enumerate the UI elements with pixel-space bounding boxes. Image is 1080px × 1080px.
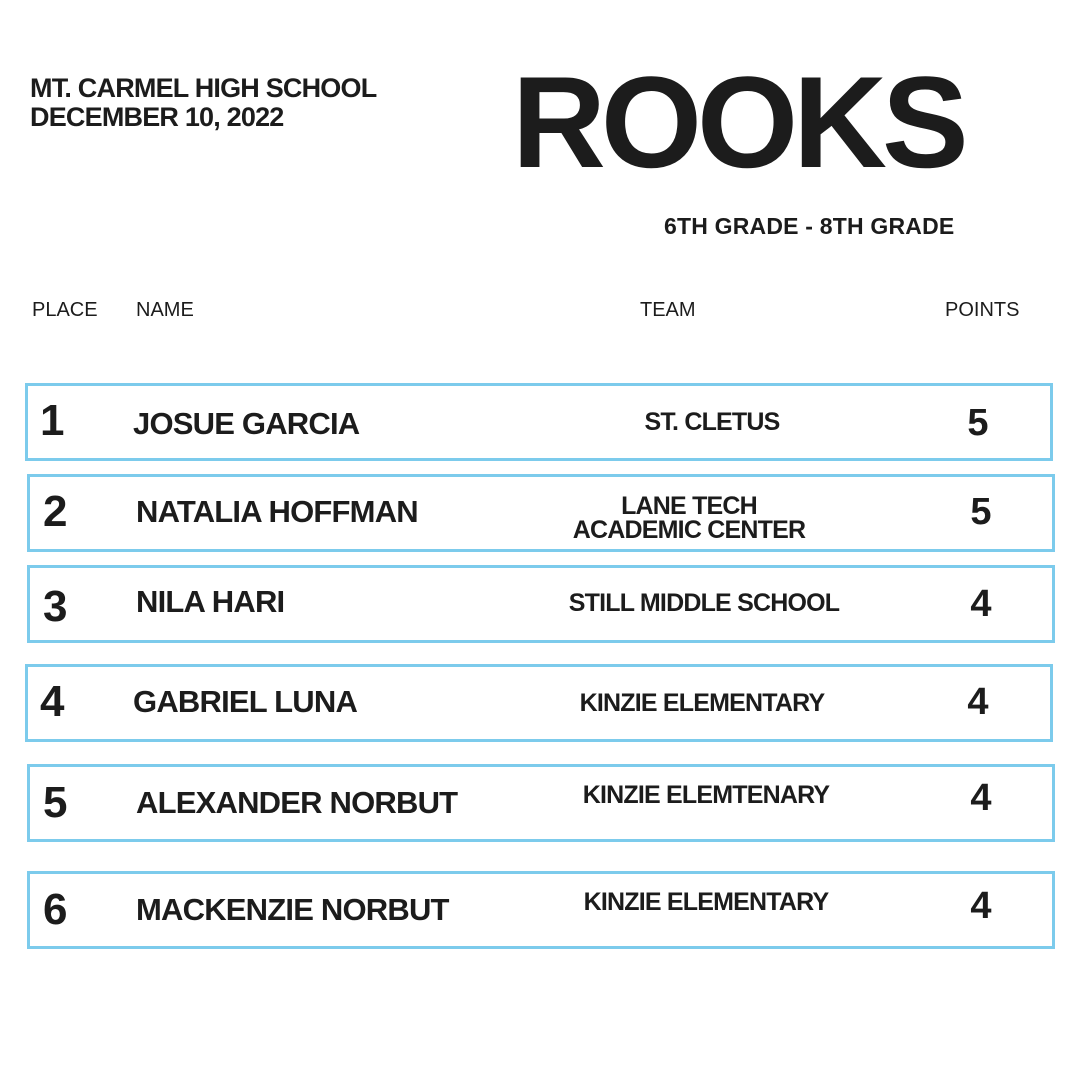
athlete-name: JOSUE GARCIA bbox=[133, 406, 360, 441]
points-value: 4 bbox=[970, 885, 992, 927]
school-name: MT. CARMEL HIGH SCHOOL bbox=[30, 73, 377, 103]
grade-range: 6TH GRADE - 8TH GRADE bbox=[664, 213, 955, 239]
team-name: KINZIE ELEMENTARY bbox=[579, 689, 825, 717]
team-name: ST. CLETUS bbox=[644, 408, 780, 436]
result-row-2 bbox=[27, 474, 1055, 552]
points-value: 4 bbox=[970, 583, 992, 625]
team-name: LANE TECH ACADEMIC CENTER bbox=[572, 492, 806, 544]
column-header-name: NAME bbox=[136, 299, 194, 321]
place-number: 1 bbox=[40, 396, 65, 445]
column-header-points: POINTS bbox=[945, 299, 1020, 321]
athlete-name: NATALIA HOFFMAN bbox=[136, 494, 418, 529]
event-date: DECEMBER 10, 2022 bbox=[30, 102, 284, 132]
athlete-name: MACKENZIE NORBUT bbox=[136, 892, 449, 927]
column-header-team: TEAM bbox=[640, 299, 696, 321]
team-name: KINZIE ELEMTENARY bbox=[582, 781, 830, 809]
result-row-3 bbox=[27, 565, 1055, 643]
team-name: STILL MIDDLE SCHOOL bbox=[568, 589, 840, 617]
event-info bbox=[30, 74, 376, 132]
place-number: 4 bbox=[40, 677, 65, 726]
points-value: 5 bbox=[970, 491, 992, 533]
athlete-name: ALEXANDER NORBUT bbox=[136, 785, 458, 820]
result-row-4 bbox=[25, 664, 1053, 742]
athlete-name: NILA HARI bbox=[136, 584, 285, 619]
points-value: 4 bbox=[967, 681, 989, 723]
result-row-1 bbox=[25, 383, 1053, 461]
place-number: 3 bbox=[43, 582, 68, 631]
place-number: 6 bbox=[43, 885, 68, 934]
result-row-6 bbox=[27, 871, 1055, 949]
result-row-5 bbox=[27, 764, 1055, 842]
place-number: 5 bbox=[43, 778, 68, 827]
athlete-name: GABRIEL LUNA bbox=[133, 684, 358, 719]
place-number: 2 bbox=[43, 487, 68, 536]
page-title: ROOKS bbox=[512, 49, 964, 195]
points-value: 5 bbox=[967, 402, 989, 444]
column-header-place: PLACE bbox=[32, 299, 98, 321]
team-name: KINZIE ELEMENTARY bbox=[583, 888, 829, 916]
points-value: 4 bbox=[970, 777, 992, 819]
